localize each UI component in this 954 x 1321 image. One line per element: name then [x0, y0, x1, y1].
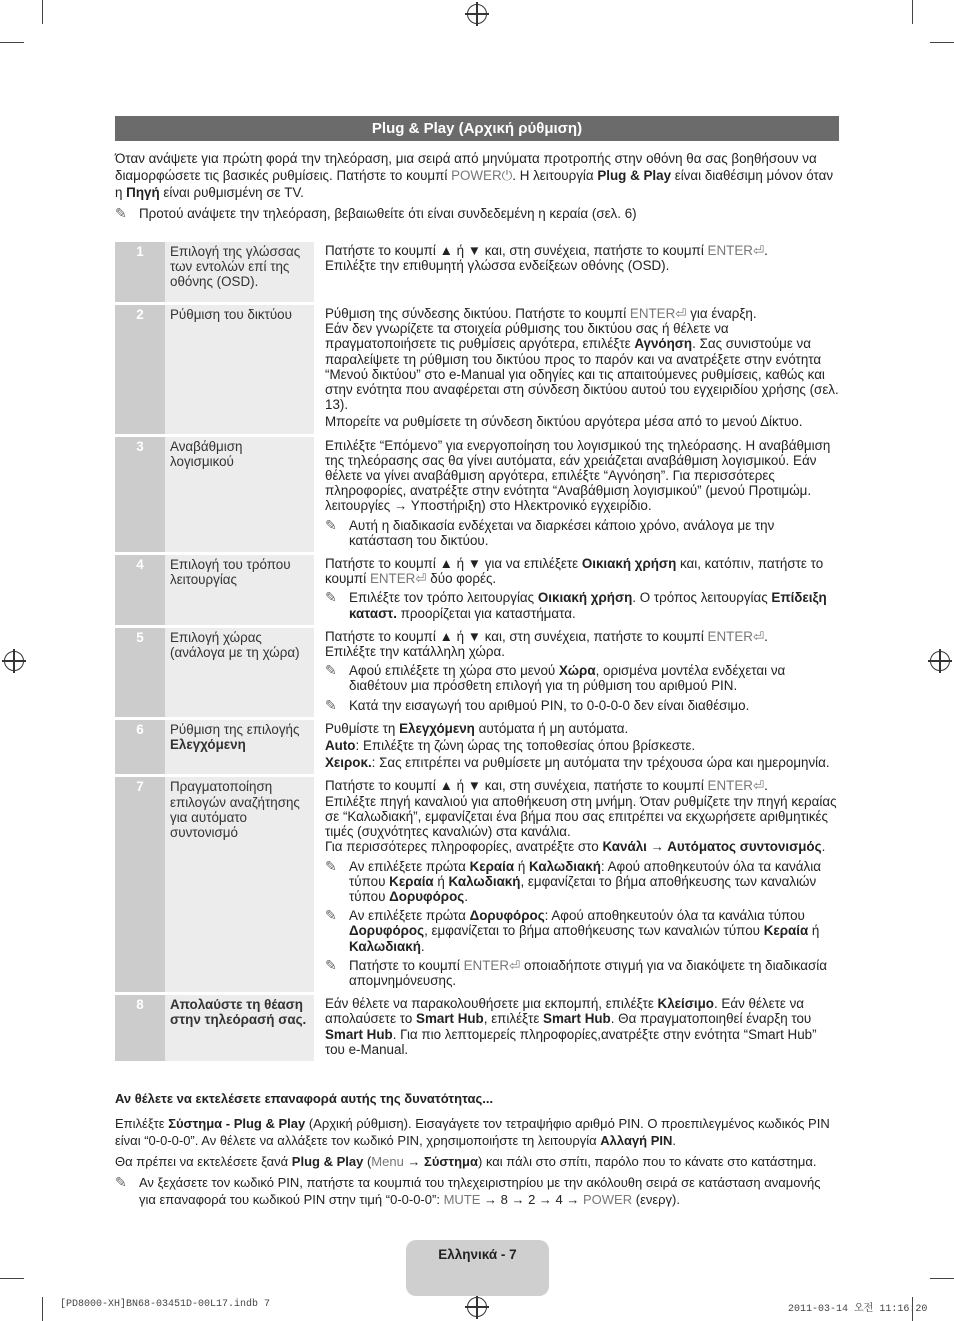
step-number: 7: [115, 777, 165, 992]
step-label: Ρύθμιση του δικτύου: [165, 305, 314, 434]
timestamp: 2011-03-14 오전 11:16:20: [788, 1304, 928, 1315]
step-number: 3: [115, 437, 165, 552]
step-label: Αναβάθμιση λογισμικού: [165, 437, 314, 552]
note-icon: ✎: [115, 205, 127, 221]
registration-mark-icon: [930, 651, 950, 671]
note-icon: ✎: [325, 662, 337, 679]
note-icon: ✎: [115, 1174, 127, 1190]
table-row: [115, 628, 839, 717]
step-description: Πατήστε το κουμπί ▲ ή ▼ και, στη συνέχεια, πατήστε το κουμπί ENTER⏎. Επιλέξτε πηγή καναλιού για αποθήκευση στη μνήμη. Όταν ρυθμίζετε την πηγή κεραίας σε “Καλωδιακή”, εμφανίζεται ένα βήμα που σας επιτρέπει να εκχωρήσετε αριθμητικές τιμές (συχνότητες καναλιών) στα κανάλια. Για περισσότερες πληροφορίες, ανατρέξτε στο Κανάλι → Αυτόματος συντονισμός. ✎ Αν επιλέξετε πρώτα Κεραία ή Καλωδιακή: Αφού αποθηκευτούν όλα τα κανάλια τύπου Κεραία ή Καλωδιακή, εμφανίζεται το βήμα αποθήκευσης των καναλιών τύπου Δορυφόρος. ✎ Αν επιλέξετε πρώτα Δορυφόρος: Αφού αποθηκευτούν όλα τα κανάλια τύπου Δορυφόρος, εμφανίζεται το βήμα αποθήκευσης των καναλιών τύπου Κεραία ή Καλωδιακή. ✎ Πατήστε το κουμπί ENTER⏎ οποιαδήποτε στιγμή για να διακόψετε τη διαδικασία απομνημόνευσης.: [325, 778, 837, 988]
table-row: [115, 242, 839, 302]
enter-icon: ⏎: [752, 628, 765, 644]
note-icon: ✎: [325, 907, 337, 924]
page-title: Plug & Play (Αρχική ρύθμιση): [115, 116, 839, 141]
table-row: [115, 720, 839, 775]
step-label: Επιλογή της γλώσσας των εντολών επί της οθόνης (OSD).: [165, 242, 314, 302]
table-row: [115, 555, 839, 625]
step-number: 8: [115, 995, 165, 1061]
power-icon: ⏻: [501, 168, 513, 183]
registration-mark-icon: [4, 651, 24, 671]
step-description: Πατήστε το κουμπί ▲ ή ▼ και, στη συνέχεια, πατήστε το κουμπί ENTER⏎. Επιλέξτε την κατάλληλη χώρα. ✎ Αφού επιλέξετε τη χώρα στο μενού Χώρα, ορισμένα μοντέλα ενδέχεται να διαθέτουν μια πρόσθετη επιλογή για τη ρύθμιση του αριθμού PIN. ✎ Κατά την εισαγωγή του αριθμού PIN, το 0-0-0-0 δεν είναι διαθέσιμο.: [325, 628, 786, 713]
file-info: [PD8000-XH]BN68-03451D-00L17.indb 7: [60, 1299, 271, 1310]
enter-icon: ⏎: [509, 957, 521, 973]
enter-icon: ⏎: [752, 243, 765, 258]
reset-heading: Αν θέλετε να εκτελέσετε επαναφορά αυτής της δυνατότητας...: [115, 1091, 494, 1106]
registration-mark-icon: [467, 1297, 487, 1317]
step-number: 4: [115, 555, 165, 625]
page-number: Ελληνικά - 7: [406, 1240, 549, 1296]
registration-mark-icon: [467, 4, 487, 24]
step-label: Πραγματοποίηση επιλογών αναζήτησης για αυτόματο συντονισμό: [165, 777, 314, 992]
enter-icon: ⏎: [675, 306, 687, 321]
enter-icon: ⏎: [752, 778, 765, 794]
table-row: [115, 305, 839, 434]
reset-section: Αν θέλετε να εκτελέσετε επαναφορά αυτής της δυνατότητας... Επιλέξτε Σύστημα - Plug & Play (Αρχική ρύθμιση). Εισαγάγετε τον τετραψήφιο αριθμό PIN. Ο προεπιλεγμένος κωδικός PIN είναι “0-0-0-0”. Αν θέλετε να αλλάξετε τον κωδικό PIN, χρησιμοποιήστε τη λειτουργία Αλλαγή PIN. Θα πρέπει να εκτελέσετε ξανά Plug & Play (Menu → Σύστημα) και πάλι στο σπίτι, παρόλο που το κάνατε στο κατάστημα. ✎ Αν ξεχάσετε τον κωδικό PIN, πατήστε τα κουμπιά του τηλεχειριστηρίου με την ακόλουθη σειρά σε κατάσταση αναμονής για επαναφορά του κωδικού PIN στην τιμή “0-0-0-0”: MUTE → 8 → 2 → 4 → POWER (ενεργ).: [115, 1090, 839, 1208]
table-row: [115, 437, 839, 552]
note-icon: ✎: [325, 516, 337, 533]
step-description: Πατήστε το κουμπί ▲ ή ▼ και, στη συνέχεια, πατήστε το κουμπί ENTER⏎. Επιλέξτε την επιθυμητή γλώσσα ενδείξεων οθόνης (OSD).: [325, 243, 768, 274]
steps-table: [115, 239, 839, 1064]
table-row: [115, 777, 839, 992]
table-row: [115, 995, 839, 1061]
step-label: Απολαύστε τη θέαση στην τηλεόρασή σας.: [165, 995, 314, 1061]
note-icon: ✎: [325, 696, 337, 713]
step-label: Επιλογή χώρας (ανάλογα με τη χώρα): [165, 628, 314, 717]
step-description: Επιλέξτε “Επόμενο” για ενεργοποίηση του λογισμικού της τηλεόρασης. Η αναβάθμιση της τηλεόρασης σας θα γίνει αυτόματα, εάν χρειάζεται αναβάθμιση λογισμικού. Εάν θέλετε να γίνει αναβάθμιση αργότερα, επιλέξτε “Αγνόηση”. Για περισσότερες πληροφορίες, ανατρέξτε στην ενότητα “Αναβάθμιση λογισμικού” (μενού Προτιμώμ. λειτουργίες → Υποστήριξη) στο Ηλεκτρονικό εγχειρίδιο. ✎ Αυτή η διαδικασία ενδέχεται να διαρκέσει κάποιο χρόνο, ανάλογα με την κατάσταση του δικτύου.: [325, 437, 831, 548]
step-number: 5: [115, 628, 165, 717]
step-number: 6: [115, 720, 165, 775]
step-description: Πατήστε το κουμπί ▲ ή ▼ για να επιλέξετε Οικιακή χρήση και, κατόπιν, πατήστε το κουμπί ENTER⏎ δύο φορές. ✎ Επιλέξτε τον τρόπο λειτουργίας Οικιακή χρήση. Ο τρόπος λειτουργίας Επίδειξη καταστ. προορίζεται για καταστήματα.: [325, 556, 827, 621]
enter-icon: ⏎: [415, 571, 427, 587]
step-description: Ρύθμιση της σύνδεσης δικτύου. Πατήστε το κουμπί ENTER⏎ για έναρξη. Εάν δεν γνωρίζετε τα στοιχεία ρύθμισης του δικτύου σας ή θέλετε να πραγματοποιήσετε τις ρυθμίσεις αργότερα, επιλέξτε Αγνόηση. Σας συνιστούμε να παραλείψετε τη ρύθμιση του δικτύου προς το παρόν και να ανατρέξετε στην ενότητα “Μενού δικτύου” στο e-Manual για οδηγίες και τις απαιτούμενες ρυθμίσεις, καθώς και στην ενότητα που αναφέρεται στη σύνδεση δικτύου αυτού του εγχειριδίου χρήσης (σελ. 13). Μπορείτε να ρυθμίσετε τη σύνδεση δικτύου αργότερα μέσα από το μενού Δίκτυο.: [325, 306, 839, 430]
intro: Όταν ανάψετε για πρώτη φορά την τηλεόραση, μια σειρά από μηνύματα προτροπής στην οθόνη θα σας βοηθήσουν να διαμορφώσετε τις βασικές ρυθμίσεις. Πατήστε το κουμπί POWER⏻. Η λειτουργία Plug & Play είναι διαθέσιμη μόνον όταν η Πηγή είναι ρυθμισμένη σε TV. ✎ Προτού ανάψετε την τηλεόραση, βεβαιωθείτε ότι είναι συνδεδεμένη η κεραία (σελ. 6): [115, 151, 834, 221]
step-label: Επιλογή του τρόπου λειτουργίας: [165, 555, 314, 625]
step-number: 1: [115, 242, 165, 302]
note-icon: ✎: [325, 956, 337, 973]
step-label: Ρύθμιση της επιλογής Ελεγχόμενη: [165, 720, 314, 775]
note-icon: ✎: [325, 589, 337, 606]
note-icon: ✎: [325, 857, 337, 874]
step-number: 2: [115, 305, 165, 434]
step-description: Εάν θέλετε να παρακολουθήσετε μια εκπομπή, επιλέξτε Κλείσιμο. Εάν θέλετε να απολαύσετε το Smart Hub, επιλέξτε Smart Hub. Θα πραγματοποιηθεί έναρξη του Smart Hub. Για πιο λεπτομερείς πληροφορίες,ανατρέξτε στην ενότητα “Smart Hub” του e-Manual.: [325, 996, 817, 1057]
step-description: Ρυθμίστε τη Ελεγχόμενη αυτόματα ή μη αυτόματα. Auto: Επιλέξτε τη ζώνη ώρας της τοποθεσίας όπου βρίσκεστε. Χειροκ.: Σας επιτρέπει να ρυθμίσετε μη αυτόματα την τρέχουσα ώρα και ημερομηνία.: [325, 720, 830, 771]
